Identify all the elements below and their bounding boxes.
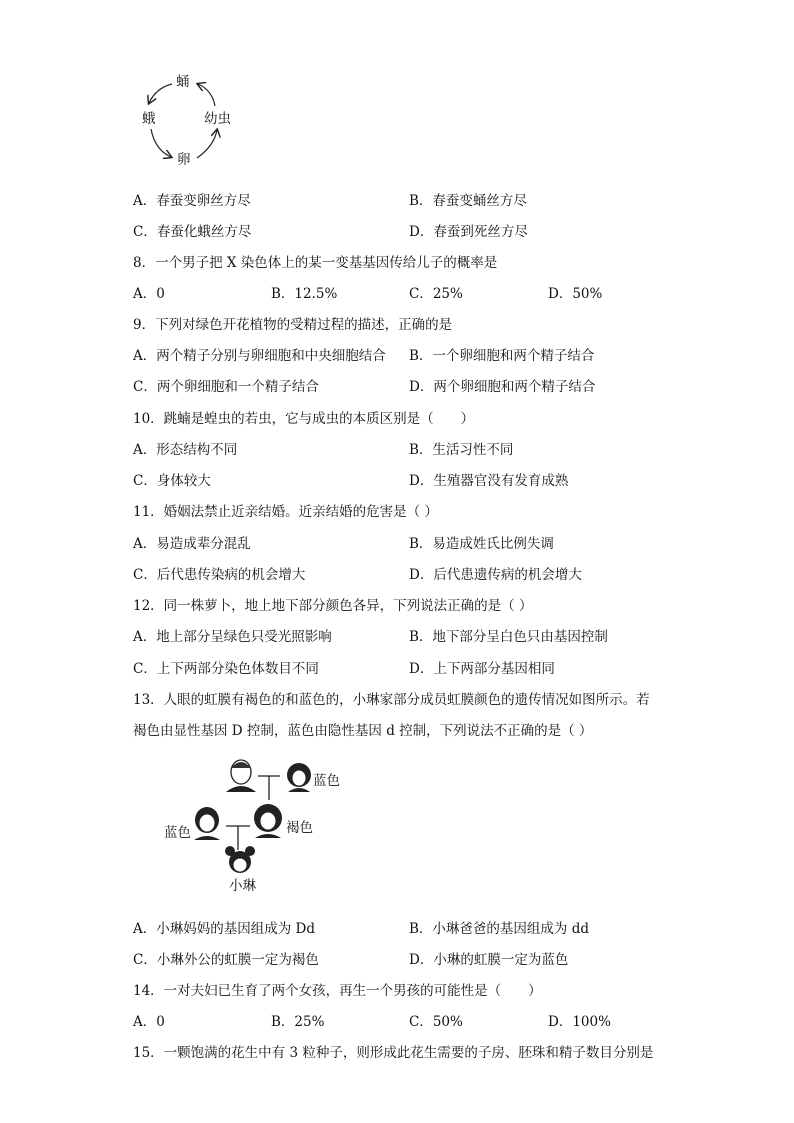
cycle-label-pupa: 蛹 <box>176 74 190 90</box>
q7-option-d: D．春蚕到死丝方尽 <box>409 224 528 240</box>
grandma-icon <box>287 763 311 792</box>
q11-stem: 11．婚姻法禁止近亲结婚。近亲结婚的危害是（ ） <box>133 504 438 520</box>
q11-option-b: B．易造成姓氏比例失调 <box>409 536 554 552</box>
q12-stem: 12．同一株萝卜，地上地下部分颜色各异，下列说法正确的是（ ） <box>133 598 533 614</box>
q8-stem: 8．一个男子把 X 染色体上的某一变基基因传给儿子的概率是 <box>133 255 498 271</box>
q10-option-a: A．形态结构不同 <box>133 442 238 458</box>
mom-eye-color: 褐色 <box>286 820 313 836</box>
q9-stem: 9．下列对绿色开花植物的受精过程的描述，正确的是 <box>133 317 453 333</box>
q12-option-b: B．地下部分呈白色只由基因控制 <box>409 629 608 645</box>
q12-option-d: D．上下两部分基因相同 <box>409 661 555 677</box>
q13-stem-line2: 褐色由显性基因 D 控制，蓝色由隐性基因 d 控制，下列说法不正确的是（ ） <box>133 723 593 739</box>
q8-option-a: A．0 <box>133 286 165 302</box>
q11-option-a: A．易造成辈分混乱 <box>133 536 251 552</box>
q10-stem: 10．跳蝻是蝗虫的若虫，它与成虫的本质区别是（ ） <box>133 411 475 427</box>
q13-stem-line1: 13．人眼的虹膜有褐色的和蓝色的，小琳家部分成员虹膜颜色的遗传情况如图所示。若 <box>133 692 650 708</box>
q10-option-c: C．身体较大 <box>133 473 211 489</box>
q9-option-d: D．两个卵细胞和两个精子结合 <box>409 379 596 395</box>
q12-option-a: A．地上部分呈绿色只受光照影响 <box>133 629 332 645</box>
q9-option-c: C．两个卵细胞和一个精子结合 <box>133 379 319 395</box>
q15-stem: 15．一颗饱满的花生中有 3 粒种子，则形成此花生需要的子房、胚珠和精子数目分别是 <box>133 1045 654 1061</box>
child-icon <box>225 846 255 873</box>
q12-option-c: C．上下两部分染色体数目不同 <box>133 661 319 677</box>
q11-option-d: D．后代患遗传病的机会增大 <box>409 567 582 583</box>
cycle-label-larva: 幼虫 <box>204 111 231 127</box>
q14-option-a: A．0 <box>133 1014 165 1030</box>
q8-option-b: B．12.5% <box>271 286 338 302</box>
q7-option-a: A．春蚕变卵丝方尽 <box>133 193 251 209</box>
dad-icon <box>194 807 220 840</box>
q8-option-c: C．25% <box>409 286 463 302</box>
q13-option-d: D．小琳的虹膜一定为蓝色 <box>409 952 569 968</box>
q8-option-d: D．50% <box>548 286 603 302</box>
cycle-label-moth: 蛾 <box>142 111 156 127</box>
cycle-label-egg: 卵 <box>177 152 191 168</box>
q13-option-a: A．小琳妈妈的基因组成为 Dd <box>133 921 316 937</box>
child-name: 小琳 <box>229 878 256 894</box>
q11-option-c: C．后代患传染病的机会增大 <box>133 567 306 583</box>
q7-option-b: B．春蚕变蛹丝方尽 <box>409 193 527 209</box>
q14-option-c: C．50% <box>409 1014 463 1030</box>
q14-option-b: B．25% <box>271 1014 325 1030</box>
q13-option-b: B．小琳爸爸的基因组成为 dd <box>409 921 589 937</box>
q7-option-c: C．春蚕化蛾丝方尽 <box>133 224 252 240</box>
mom-icon <box>254 804 282 838</box>
q9-option-b: B．一个卵细胞和两个精子结合 <box>409 348 595 364</box>
q13-option-c: C．小琳外公的虹膜一定为褐色 <box>133 952 319 968</box>
q10-option-b: B．生活习性不同 <box>409 442 514 458</box>
q14-stem: 14．一对夫妇已生育了两个女孩，再生一个男孩的可能性是（ ） <box>133 983 542 999</box>
q14-option-d: D．100% <box>548 1014 611 1030</box>
q9-option-a: A．两个精子分别与卵细胞和中央细胞结合 <box>133 348 386 364</box>
grandma-eye-color: 蓝色 <box>313 773 340 789</box>
grandpa-icon <box>226 760 256 792</box>
marriage-line-grandparents <box>258 776 280 800</box>
dad-eye-color: 蓝色 <box>164 825 191 841</box>
q10-option-d: D．生殖器官没有发育成熟 <box>409 473 569 489</box>
